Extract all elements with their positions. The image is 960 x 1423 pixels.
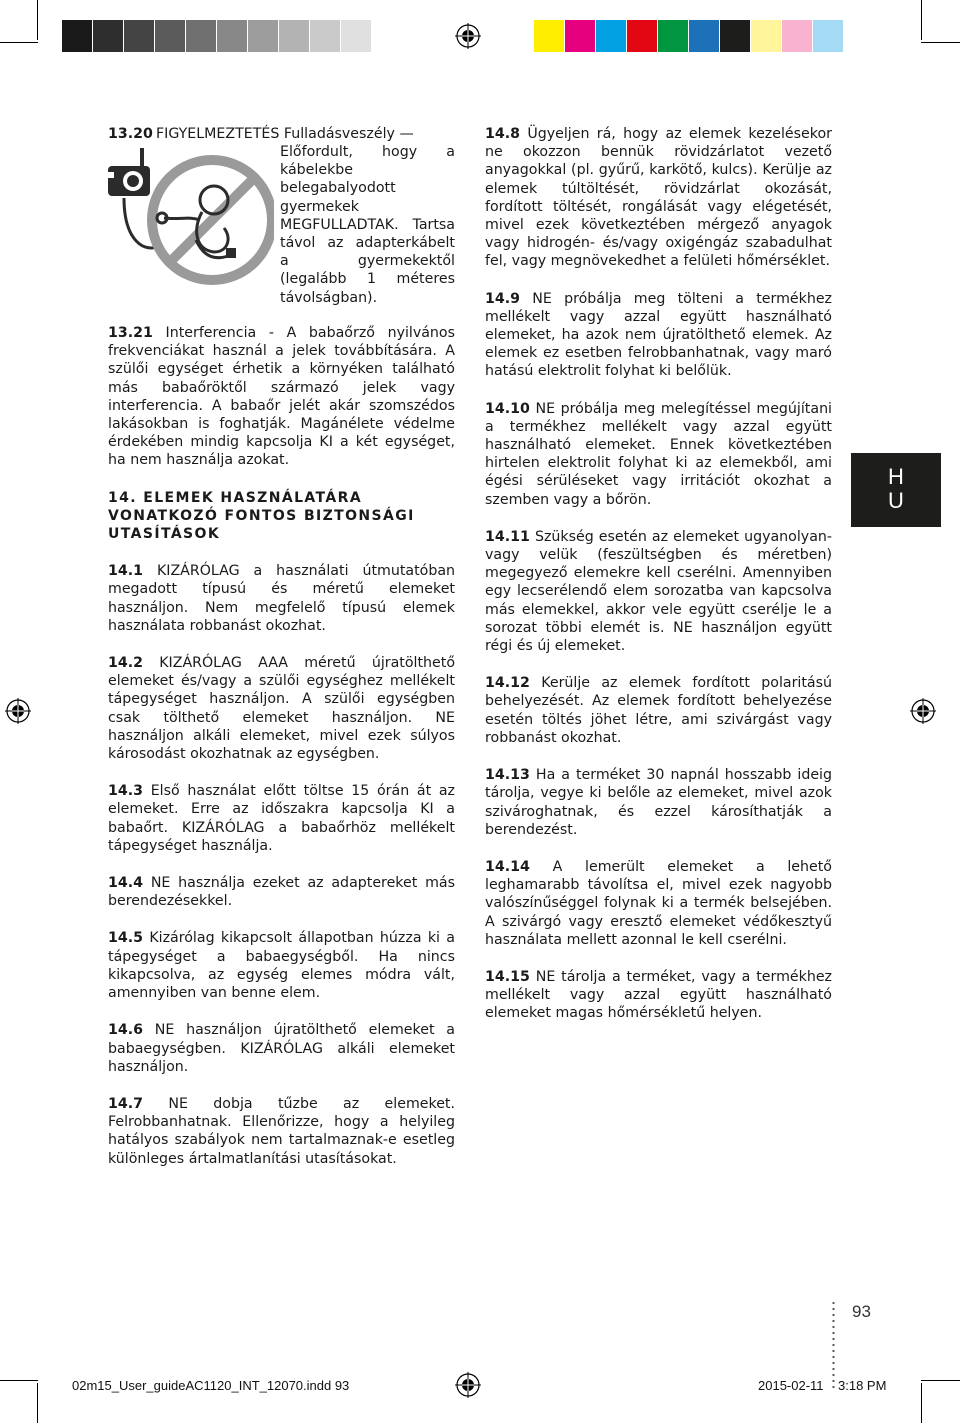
- section-14-8: [485, 125, 832, 271]
- footer-file-name: 02m15_User_guideAC1120_INT_12070.indd 93: [72, 1378, 350, 1393]
- section-13-21: [108, 324, 455, 470]
- section-13-20-line: távol az adapterkábelt: [280, 235, 455, 252]
- section-13-20-line: a gyermekektől: [280, 253, 455, 270]
- section-number: 14.8: [485, 126, 521, 142]
- grey-swatch: [62, 20, 92, 52]
- section-number: 14.13: [485, 767, 530, 784]
- section-14-10: [485, 400, 832, 509]
- process-color-swatch: [627, 20, 657, 52]
- section-text: NE használjon újratölthető elemeket a babaegységben. KIZÁRÓLAG alkáli elemeket használjon.: [108, 1022, 455, 1075]
- grey-swatch: [186, 20, 216, 52]
- section-text: NE dobja tűzbe az elemeket. Felrobbanhatnak. Ellenőrizze, hogy a helyileg hatályos szabályok nem tartalmaznak-e esetleg különleges ártalmatlanítási utasításokat.: [108, 1095, 456, 1167]
- grey-swatch: [155, 20, 185, 52]
- crop-mark: [0, 42, 38, 43]
- section-13-20-line: belegabalyodott: [280, 180, 396, 197]
- section-text: NE próbálja meg melegítéssel megújítani a termékhez mellékelt vagy azzal együtt használható elemeket. Ennek következtében hirtelen elektrolit folyhat ki az elemekből, ami égési sérüléseket vagy irritációt okozhat a szemben vagy a bőrön.: [485, 400, 832, 508]
- section-text: NE próbálja meg tölteni a termékhez mellékelt vagy azzal együtt használható elemeket, ha azok nem újratölthető elemek. Az elemek ez esetben felrobbanhatnak, vagy maró hatású elektrolit folyhat ki belőlük.: [485, 290, 833, 380]
- section-13-20-line: gyermekek: [280, 198, 359, 215]
- section-14-7: [108, 1095, 455, 1168]
- section-text: NE használja ezeket az adaptereket más berendezésekkel.: [108, 875, 456, 910]
- crop-mark: [921, 0, 922, 40]
- grey-swatch: [341, 20, 371, 52]
- crop-mark: [921, 1380, 960, 1381]
- section-14-12: [485, 674, 832, 747]
- section-14-13: [485, 766, 832, 839]
- section-13-20-line: távolságban).: [280, 289, 378, 306]
- registration-mark-icon: [5, 698, 31, 724]
- process-color-swatch: [751, 20, 781, 52]
- section-14-4: [108, 874, 455, 910]
- process-color-swatch: [813, 20, 843, 52]
- section-text: Kerülje az elemek fordított polaritású behelyezését. Az elemek fordított behelyezése esetén töltés jöhet létre, ami szivárgást vagy robbanást okozhat.: [485, 675, 833, 746]
- section-number: 14.15: [485, 968, 530, 985]
- section-text: KIZÁRÓLAG AAA méretű újratölthető elemeket és/vagy a szülői egységhez mellékelt tápegységet használjon. A szülői egységben csak tölthető elemeket használjon. NE használjon alkáli elemeket, mivel ezek súlyos károsodást okozhatnak az egységben.: [108, 655, 455, 763]
- section-14-6: [108, 1021, 455, 1076]
- section-13-20-line: Előfordult, hogy a: [280, 144, 455, 160]
- section-number: 14.4: [108, 875, 144, 892]
- footer-date: 2015-02-11: [758, 1378, 824, 1393]
- grey-swatch: [217, 20, 247, 52]
- page-number-dotted-rule: [832, 1300, 835, 1390]
- section-number: 14.1: [108, 563, 144, 580]
- grey-swatch: [310, 20, 340, 52]
- section-number: 14.10: [485, 400, 530, 417]
- section-13-20-text: [280, 143, 455, 307]
- section-14-2: [108, 654, 455, 763]
- registration-mark-icon: [455, 1372, 481, 1398]
- page-number: 93: [852, 1302, 871, 1321]
- crop-mark: [921, 1383, 922, 1423]
- process-color-swatch: [782, 20, 812, 52]
- crop-mark: [0, 1380, 38, 1381]
- section-13-20-line: MEGFULLADTAK. Tartsa: [280, 216, 455, 233]
- right-column: [485, 125, 832, 1042]
- section-text: Kizárólag kikapcsolt állapotban húzza ki a tápegységet a babaegységből. Ha nincs kikapcsolva, az egység elemes módra vált, amennyiben van benne elem.: [108, 930, 455, 1002]
- section-number: 14.5: [108, 930, 144, 947]
- process-color-swatch: [658, 20, 688, 52]
- section-heading-14: 14. ELEMEK HASZNÁLATÁRA VONATKOZÓ FONTOS BIZTONSÁGI UTASÍTÁSOK: [108, 489, 415, 543]
- section-number: 14.7: [108, 1095, 144, 1112]
- section-text: Ügyeljen rá, hogy az elemek kezelésekor ne okozzon bennük rövidzárlatot vezető anyagokkal (pl. gyűrű, karkötő, kulcs). Kerülje az elemek túltöltését, rövidzárlat okozását, fordított töltését, rongálását vagy elégetését, mivel ezek következtében mérgező anyagok vagy hidrogén- és/vagy oxigéngáz szabadulhat fel, vagy megnövekedhet a felületi hőmérséklet.: [485, 126, 832, 270]
- section-number: 14.3: [108, 783, 144, 800]
- grey-swatch: [248, 20, 278, 52]
- section-13-20-first-line: FIGYELMEZTETÉS Fulladásveszély —: [156, 126, 414, 142]
- crop-mark: [37, 1383, 38, 1423]
- registration-mark-icon: [910, 698, 936, 724]
- section-number: 14.2: [108, 655, 144, 672]
- section-number: 14.11: [485, 528, 530, 545]
- registration-mark-icon: [455, 23, 481, 49]
- section-text: Ha a terméket 30 napnál hosszabb ideig tárolja, vegye ki belőle az elemeket, mivel azok szivároghatnak, és ezzel károsíthatják a berendezést.: [485, 767, 832, 838]
- section-text: Első használat előtt töltse 15 órán át az elemeket. Erre az időszakra kapcsolja KI a babaőrt. KIZÁRÓLAG a babaőrhöz mellékelt tápegységet használja.: [108, 783, 455, 854]
- process-color-swatch: [689, 20, 719, 52]
- footer-time: 3:18 PM: [838, 1378, 887, 1393]
- section-13-20-line: (legalább 1 méteres: [280, 271, 455, 288]
- process-color-swatch: [596, 20, 626, 52]
- section-text: NE tárolja a terméket, vagy a termékhez mellékelt vagy azzal együtt használható elemeket magas hőmérsékletű helyen.: [485, 968, 832, 1022]
- process-color-swatch: [534, 20, 564, 52]
- section-number: 14.12: [485, 675, 530, 692]
- section-number: 14.14: [485, 858, 530, 875]
- no-baby-near-cable-warning-icon: [104, 140, 274, 300]
- section-14-15: [485, 968, 832, 1023]
- section-text: A lemerült elemeket a lehető leghamarabb távolítsa el, mivel ezek nagyobb valószínűséggel folynak ki a termék belsejében. A szivárgó vagy eresztő elemeket védőkesztyű használata mellett azonnal le kell cserélni.: [485, 858, 832, 948]
- grey-swatch: [93, 20, 123, 52]
- process-color-swatch: [565, 20, 595, 52]
- grey-swatch: [279, 20, 309, 52]
- section-14-9: [485, 290, 832, 381]
- section-13-20-line: kábelekbe: [280, 162, 354, 179]
- section-14-1: [108, 562, 455, 635]
- language-tab-letter: U: [888, 488, 904, 513]
- process-color-swatch: [720, 20, 750, 52]
- section-14-3: [108, 782, 455, 855]
- section-13-20-number: 13.20: [108, 126, 153, 142]
- section-14-14: [485, 858, 832, 949]
- section-number: 14.6: [108, 1022, 144, 1039]
- section-number: 14.9: [485, 290, 521, 307]
- crop-mark: [921, 42, 960, 43]
- section-text: KIZÁRÓLAG a használati útmutatóban megadott típusú és méretű elemeket használjon. Nem megfelelő típusú elemek használata robbanást okozhat.: [108, 563, 456, 634]
- section-text: Interferencia - A babaőrző nyilvános frekvenciákat használ a jelek továbbítására. A szülői egységet érhetik a környéken található más babaőröktől származó jelek vagy interferencia. A babaőr jelét akár szomszédos lakásokban is foghatják. Magánélete védelme érdekében mindig kapcsolja KI a két egységet, ha nem használja azokat.: [108, 325, 455, 469]
- language-tab-letter: H: [888, 464, 904, 489]
- section-14-5: [108, 929, 455, 1002]
- language-tab: [851, 453, 941, 527]
- crop-mark: [37, 0, 38, 40]
- grey-swatch: [124, 20, 154, 52]
- left-column: [108, 324, 455, 1187]
- section-text: Szükség esetén az elemeket ugyanolyan-vagy velük (feszültségben és méretben) megegyező elemekre kell cserélni. Amennyiben egy lecserélendő elem sorozatba van kapcsolva más elemekkel, akkor vele együtt cserélje le a sorozat többi elemét is. NE használjon együtt régi és új elemeket.: [485, 528, 833, 655]
- section-number: 13.21: [108, 325, 153, 341]
- section-14-11: [485, 528, 832, 655]
